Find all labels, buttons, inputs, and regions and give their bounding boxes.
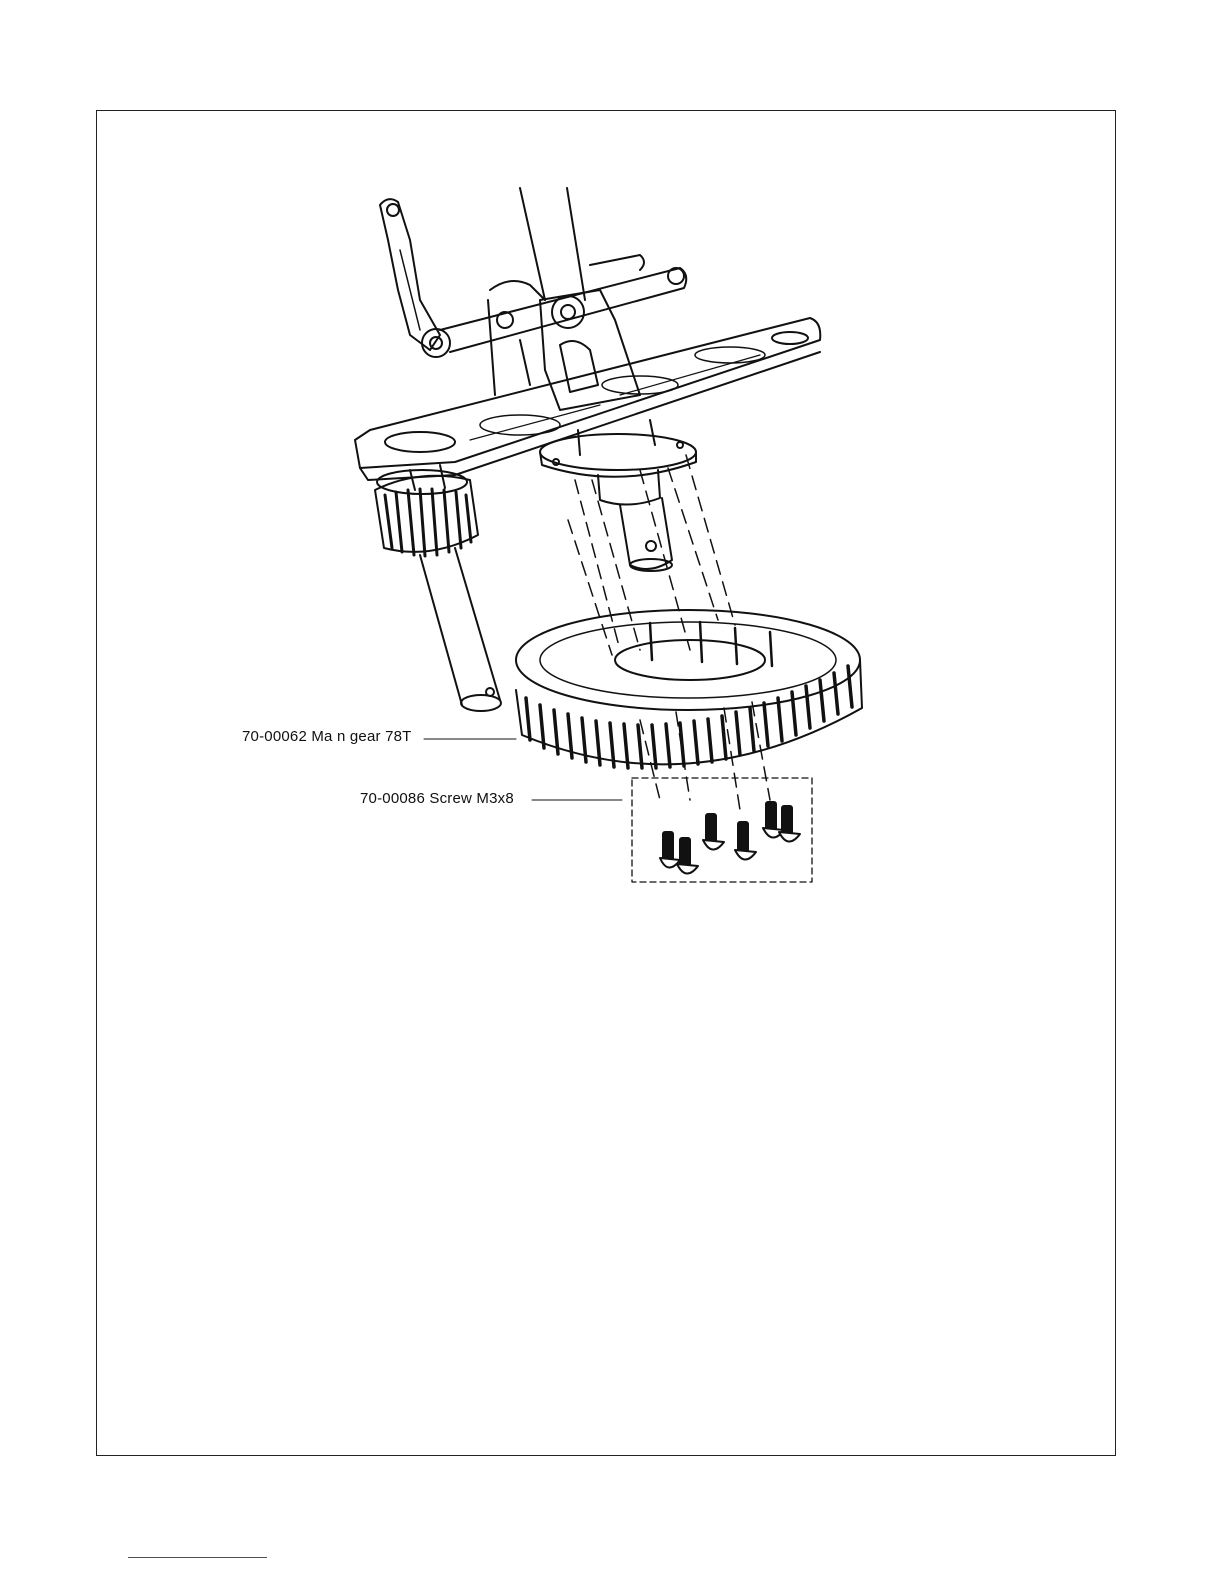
servo-link-arm [380,199,450,357]
frame-plate [355,318,820,480]
hub-flange [540,420,696,477]
output-shaft [598,470,672,571]
main-shaft [520,188,585,300]
bearing-block [488,281,640,410]
screw-1 [660,832,680,868]
main-gear-78t [516,610,862,768]
callout-main-gear: 70-00062 Ma n gear 78T [242,728,412,745]
pinion-shaft [420,548,501,711]
screw-6 [779,806,800,842]
bellcrank-link [440,255,686,352]
callout-screw: 70-00086 Screw M3x8 [360,790,514,807]
screw-4 [735,822,756,860]
footer-rule [128,1557,267,1558]
screws-m3x8 [660,802,800,874]
screw-3 [703,814,724,850]
screw-2 [677,838,698,874]
